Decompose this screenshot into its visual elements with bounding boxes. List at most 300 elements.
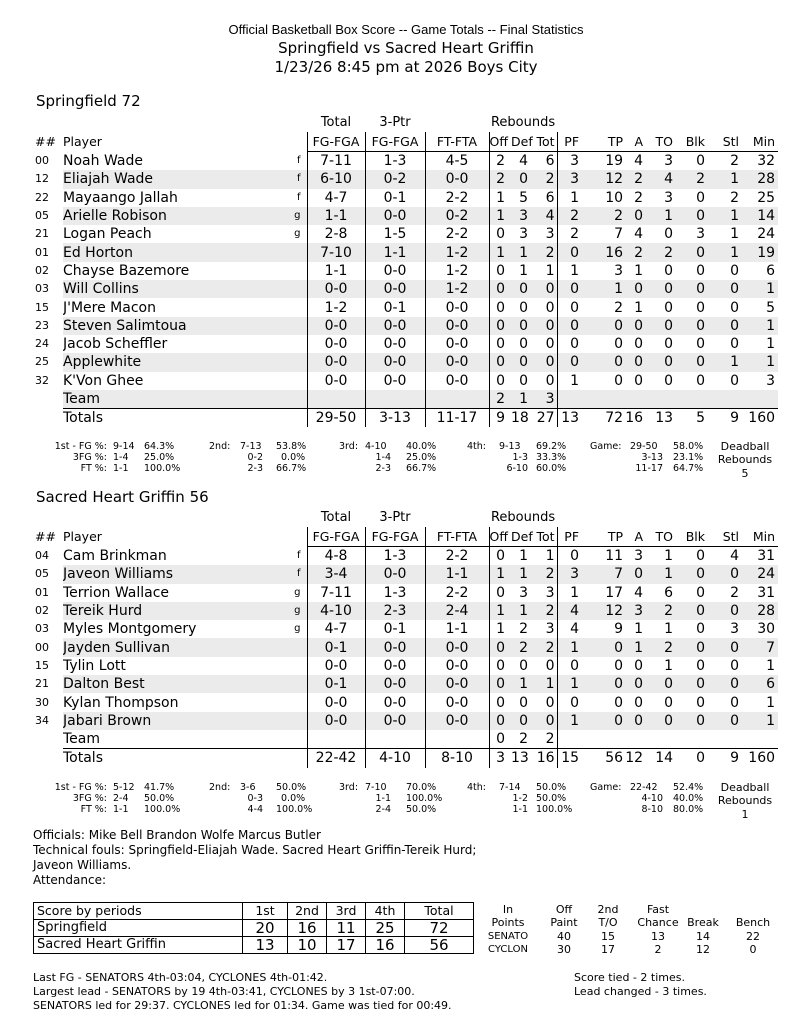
stat-to: 4: [651, 170, 681, 188]
col-num: ##: [35, 528, 56, 544]
stat-stl: 0: [711, 638, 741, 656]
stat-a: 0: [625, 565, 651, 583]
total-ft: 11-17: [425, 409, 489, 428]
stat-min: 28: [741, 170, 778, 188]
points-value: 17: [601, 943, 615, 956]
player-position: [255, 317, 307, 335]
stat-tp: 17: [605, 584, 624, 601]
player-number: 04: [35, 548, 49, 562]
periods-header-cell: Total: [405, 903, 474, 920]
deadball-db1: Deadball: [720, 781, 770, 794]
stat-def: 0: [511, 280, 535, 298]
total-tot: 16: [535, 749, 557, 768]
team-label: Team: [63, 731, 101, 748]
stat-a: 4: [634, 226, 644, 243]
stat-fg: 0-0: [307, 353, 365, 371]
stat-min: 25: [757, 189, 776, 206]
stat-off: 0: [489, 638, 511, 656]
team-rebounds-row: [33, 730, 778, 749]
stat-blk: 0: [696, 621, 706, 638]
periods-header-cell: 4th: [366, 903, 405, 920]
stat-def: 4: [519, 153, 528, 170]
points-header: Break: [687, 916, 719, 929]
player-position: [255, 693, 307, 711]
stat-stl: 2: [730, 584, 740, 601]
header-group-row: [33, 509, 778, 527]
box-score-home: [33, 114, 778, 427]
player-position: f: [255, 565, 307, 583]
stat-tot: 2: [535, 565, 557, 583]
stat-a: 0: [634, 657, 644, 674]
points-value: 22: [746, 930, 760, 943]
col-min: Min: [741, 527, 778, 547]
shooting-q4c: 1-2: [512, 793, 528, 804]
stat-min: 1: [741, 280, 778, 298]
stat-fg3: 0-0: [365, 712, 425, 730]
stat-stl: 1: [711, 207, 741, 225]
stat-to: 1: [651, 565, 681, 583]
stat-pf: 2: [557, 207, 587, 225]
stat-tot: 3: [545, 226, 555, 243]
points-header: Off: [555, 903, 573, 916]
player-number: 03: [35, 282, 49, 296]
stat-ft: 0-0: [425, 638, 489, 656]
score-by-periods: [33, 902, 474, 954]
shooting-g: Game:: [590, 441, 622, 452]
total-fg: 22-42: [307, 749, 365, 768]
total-stl: 9: [711, 749, 741, 768]
period-team: Sacred Heart Griffin: [34, 937, 243, 954]
stat-blk: 0: [696, 657, 706, 674]
stat-fg: 0-1: [307, 638, 365, 656]
periods-row: [34, 920, 474, 937]
shooting-q2c: 0-2: [247, 452, 263, 463]
stat-a: 4: [634, 153, 644, 170]
stat-def: 1: [519, 262, 528, 279]
player-number: 00: [35, 153, 49, 167]
shooting-q4e: 1-1: [512, 804, 528, 815]
stat-pf: 1: [557, 372, 587, 390]
stat-to: 2: [651, 602, 681, 620]
player-number: 22: [35, 190, 49, 204]
stat-tp: 2: [587, 207, 625, 225]
shooting-gb: 52.4%: [673, 782, 704, 793]
player-number: 02: [35, 604, 49, 618]
stat-min: 1: [741, 712, 778, 730]
points-header: Fast: [646, 903, 670, 916]
col-off: Off: [489, 527, 511, 547]
shooting-q4f: 60.0%: [536, 463, 567, 474]
stat-blk: 0: [696, 548, 706, 565]
stat-tot: 0: [535, 712, 557, 730]
total-to: 14: [651, 749, 681, 768]
stat-blk: 0: [696, 372, 706, 389]
points-header: In: [502, 903, 514, 916]
stat-tot: 2: [535, 170, 557, 188]
col-to: TO: [651, 527, 681, 547]
player-number: 03: [35, 622, 49, 636]
shooting-h1b: 41.7%: [144, 782, 175, 793]
stat-def: 3: [519, 226, 528, 243]
period-score: 72: [405, 920, 474, 937]
stat-fg: 1-1: [307, 207, 365, 225]
stat-tot: 2: [535, 602, 557, 620]
stat-stl: 0: [711, 317, 741, 335]
total-tp: 56: [587, 749, 625, 768]
stat-fg3: 0-1: [365, 189, 425, 207]
shooting-q2c: 0-3: [247, 793, 263, 804]
shooting-gf: 64.7%: [673, 463, 704, 474]
shooting-q3f: 50.0%: [406, 804, 437, 815]
shooting-q3: 3rd:: [339, 782, 359, 793]
player-number: 23: [35, 318, 49, 332]
stat-off: 0: [489, 693, 511, 711]
stat-stl: 0: [730, 372, 740, 389]
shooting-gd: 40.0%: [673, 793, 704, 804]
stat-ft: 1-1: [425, 565, 489, 583]
col-def: Def: [511, 132, 535, 152]
col-fg3: FG-FGA: [365, 132, 425, 152]
stat-to: 0: [651, 317, 681, 335]
stat-to: 0: [664, 226, 674, 243]
col-tp: TP: [587, 527, 625, 547]
stat-def: 5: [519, 189, 528, 206]
stat-min: 24: [741, 565, 778, 583]
stat-blk: 2: [681, 170, 711, 188]
player-number: 15: [35, 300, 49, 314]
shooting-q2f: 100.0%: [276, 804, 313, 815]
shooting-h2b: 25.0%: [144, 452, 175, 463]
stat-a: 0: [634, 336, 644, 353]
stat-blk: 0: [696, 299, 706, 316]
player-position: [255, 712, 307, 730]
stat-stl: 0: [711, 280, 741, 298]
stat-stl: 0: [711, 602, 741, 620]
stat-fg: 4-7: [307, 620, 365, 638]
stat-off: 1: [489, 243, 511, 261]
stat-off: 0: [489, 262, 511, 280]
points-value: 15: [601, 930, 615, 943]
period-score: 56: [405, 937, 474, 954]
stat-tot: 3: [545, 584, 555, 601]
stat-fg3: 0-2: [365, 170, 425, 188]
shooting-q2b: 53.8%: [276, 441, 307, 452]
stat-to: 3: [664, 189, 674, 206]
col-group-threeptr: 3-Ptr: [379, 510, 411, 525]
stat-to: 0: [664, 694, 674, 711]
stat-tot: 0: [545, 372, 555, 389]
stat-a: 0: [625, 712, 651, 730]
stat-fg3: 1-3: [365, 547, 425, 566]
totals-row: [33, 409, 778, 428]
player-number: 30: [35, 695, 49, 709]
stat-pf: 0: [557, 317, 587, 335]
stat-min: 1: [766, 336, 776, 353]
shooting-q3b: 40.0%: [406, 441, 437, 452]
col-pf: PF: [557, 132, 587, 152]
col-player: Player: [63, 528, 102, 544]
stat-tp: 3: [614, 262, 624, 279]
player-row: [33, 584, 778, 602]
points-header: 2nd: [597, 903, 619, 916]
period-score: 20: [243, 920, 288, 937]
player-name: Will Collins: [63, 280, 255, 298]
stat-fg3: 1-3: [365, 152, 425, 171]
stat-def: 2: [519, 621, 528, 638]
total-a: 16: [625, 409, 651, 428]
stat-pf: 1: [557, 262, 587, 280]
stat-fg: 6-10: [307, 170, 365, 188]
player-position: [255, 675, 307, 693]
period-team: Springfield: [34, 920, 243, 937]
stat-ft: 0-0: [425, 298, 489, 316]
col-player: Player: [63, 133, 102, 149]
time-led: SENATORS led for 29:37. CYCLONES led for 01:34. Game was tied for 00:49.: [33, 999, 452, 1012]
col-off: Off: [489, 132, 511, 152]
player-position: f: [296, 191, 301, 203]
stat-pf: 3: [557, 152, 587, 171]
player-name: J'Mere Macon: [63, 299, 156, 316]
shooting-ge: 8-10: [641, 804, 663, 815]
stat-off: 1: [489, 189, 511, 207]
stat-a: 0: [625, 280, 651, 298]
stat-fg3: 0-0: [365, 638, 425, 656]
shooting-q2d: 0.0%: [281, 452, 306, 463]
col-group-rebounds: Rebounds: [490, 115, 556, 130]
stat-min: 31: [757, 548, 776, 565]
col-fg: FG-FGA: [307, 132, 365, 152]
player-name: Jayden Sullivan: [63, 638, 255, 656]
player-row: [33, 189, 778, 207]
shooting-q4f: 100.0%: [536, 804, 573, 815]
player-number: 12: [35, 172, 49, 186]
periods-header-cell: 3rd: [327, 903, 366, 920]
shooting-gd: 23.1%: [673, 452, 704, 463]
player-name: Terrion Wallace: [63, 584, 170, 601]
player-name: Applewhite: [63, 353, 255, 371]
stat-tot: 1: [535, 675, 557, 693]
stat-blk: 0: [696, 153, 706, 170]
stat-off: 2: [489, 152, 511, 171]
stat-tp: 16: [587, 243, 625, 261]
player-name: Logan Peach: [63, 226, 152, 243]
stat-fg: 0-0: [307, 693, 365, 711]
stat-stl: 1: [711, 353, 741, 371]
stat-off: 0: [489, 298, 511, 316]
stat-stl: 0: [730, 262, 740, 279]
largest-lead: Largest lead - SENATORS by 19 4th-03:41, CYCLONES by 3 1st-07:00.: [33, 985, 415, 998]
stat-a: 2: [625, 170, 651, 188]
col-to: TO: [651, 132, 681, 152]
player-name: Jabari Brown: [63, 712, 255, 730]
stat-to: 0: [664, 262, 674, 279]
col-group-total: Total: [320, 510, 352, 525]
stat-tp: 2: [614, 299, 624, 316]
stat-fg: 4-7: [307, 189, 365, 207]
shooting-q2a: 7-13: [240, 441, 262, 452]
stat-fg: 7-11: [307, 152, 365, 171]
shooting-q3f: 66.7%: [406, 463, 437, 474]
period-score: 13: [243, 937, 288, 954]
period-score: 17: [327, 937, 366, 954]
stat-to: 6: [664, 584, 674, 601]
stat-a: 2: [625, 243, 651, 261]
col-ft: FT-FTA: [425, 132, 489, 152]
shooting-h3b: 100.0%: [144, 804, 181, 815]
stat-to: 1: [651, 207, 681, 225]
stat-min: 32: [757, 153, 776, 170]
player-number: 00: [35, 640, 49, 654]
stat-def: 0: [519, 336, 528, 353]
shooting-gc: 3-13: [641, 452, 663, 463]
stat-stl: 0: [730, 299, 740, 316]
column-header-row: [33, 527, 778, 547]
stat-stl: 0: [730, 657, 740, 674]
player-row: [33, 317, 778, 335]
shooting-q3: 3rd:: [339, 441, 359, 452]
stat-ft: 2-4: [425, 602, 489, 620]
team-off: 2: [489, 390, 511, 409]
stat-tot: 0: [545, 336, 555, 353]
stat-stl: 0: [730, 694, 740, 711]
deadball-db2: Rebounds: [717, 794, 773, 807]
player-row: [33, 170, 778, 188]
stat-tp: 19: [605, 153, 624, 170]
stat-fg3: 0-0: [365, 353, 425, 371]
player-name: Javeon Williams: [63, 565, 255, 583]
stat-fg: 4-10: [307, 602, 365, 620]
shooting-q3a: 7-10: [365, 782, 387, 793]
player-row: [33, 207, 778, 225]
stat-fg3: 0-0: [365, 693, 425, 711]
stat-ft: 1-2: [425, 262, 489, 280]
shooting-q4b: 69.2%: [536, 441, 567, 452]
total-pf: 15: [557, 749, 587, 768]
stat-min: 1: [766, 694, 776, 711]
player-number: 01: [35, 585, 49, 599]
stat-tp: 11: [605, 548, 624, 565]
stat-blk: 0: [681, 675, 711, 693]
stat-pf: 0: [557, 353, 587, 371]
stat-fg3: 0-0: [365, 317, 425, 335]
stat-a: 0: [625, 317, 651, 335]
player-number: 24: [35, 337, 49, 351]
stat-stl: 0: [711, 712, 741, 730]
player-position: [255, 353, 307, 371]
stat-fg: 0-1: [307, 675, 365, 693]
shooting-gb: 58.0%: [673, 441, 704, 452]
stat-min: 24: [757, 226, 776, 243]
total-off: 3: [489, 749, 511, 768]
stat-fg: 0-0: [307, 317, 365, 335]
stat-stl: 2: [730, 189, 740, 206]
shooting-q4a: 7-14: [499, 782, 521, 793]
player-name: Myles Montgomery: [63, 621, 197, 638]
player-name: Eliajah Wade: [63, 170, 255, 188]
stat-off: 0: [489, 584, 511, 602]
player-number: 05: [35, 209, 49, 223]
stat-blk: 0: [696, 189, 706, 206]
periods-header-row: [34, 903, 474, 920]
shooting-q2d: 0.0%: [281, 793, 306, 804]
player-row: [33, 152, 778, 171]
stat-blk: 0: [681, 565, 711, 583]
stat-stl: 0: [730, 336, 740, 353]
stat-stl: 4: [730, 548, 740, 565]
stat-pf: 0: [557, 547, 587, 566]
stat-tp: 0: [614, 657, 624, 674]
shooting-h1a: 5-12: [113, 782, 135, 793]
shooting-h2b: 50.0%: [144, 793, 175, 804]
stat-fg: 7-10: [307, 243, 365, 261]
stat-blk: 3: [696, 226, 706, 243]
stat-tp: 0: [587, 317, 625, 335]
stat-def: 1: [511, 243, 535, 261]
col-a: A: [625, 132, 651, 152]
team-def: 2: [519, 731, 528, 748]
stat-off: 0: [489, 657, 511, 675]
stat-min: 5: [766, 299, 776, 316]
stat-blk: 0: [681, 353, 711, 371]
stat-min: 14: [741, 207, 778, 225]
stat-ft: 0-2: [425, 207, 489, 225]
points-value: 2: [654, 943, 662, 956]
player-position: f: [296, 154, 301, 166]
shooting-h3: FT %:: [80, 463, 107, 474]
col-tot: Tot: [535, 132, 557, 152]
points-value: 14: [696, 930, 710, 943]
stat-fg3: 1-1: [365, 243, 425, 261]
attendance: Attendance:: [33, 873, 106, 887]
total-min: 160: [741, 749, 778, 768]
stat-tot: 1: [545, 548, 555, 565]
points-header: T/O: [598, 916, 618, 929]
stat-stl: 2: [730, 153, 740, 170]
stat-tot: 0: [535, 280, 557, 298]
stat-fg: 7-11: [307, 584, 365, 602]
shooting-ga: 29-50: [630, 441, 658, 452]
player-position: g: [294, 586, 301, 598]
stat-def: 0: [511, 712, 535, 730]
shooting-q3d: 25.0%: [406, 452, 437, 463]
shooting-h1b: 64.3%: [144, 441, 175, 452]
stat-tp: 9: [614, 621, 624, 638]
stat-ft: 2-2: [425, 584, 489, 602]
stat-fg3: 0-0: [365, 335, 425, 353]
stat-tot: 4: [535, 207, 557, 225]
player-number: 15: [35, 658, 49, 672]
stat-off: 0: [489, 280, 511, 298]
stat-ft: 0-0: [425, 170, 489, 188]
deadball-db2: Rebounds: [717, 453, 773, 466]
stat-a: 0: [625, 353, 651, 371]
player-name: Mayaango Jallah: [63, 189, 178, 206]
stat-fg3: 0-0: [365, 280, 425, 298]
stat-blk: 0: [696, 694, 706, 711]
stat-tot: 0: [545, 299, 555, 316]
stat-ft: 0-0: [425, 353, 489, 371]
points-value: 13: [651, 930, 665, 943]
stat-tp: 12: [587, 602, 625, 620]
stat-def: 0: [511, 170, 535, 188]
stat-def: 0: [511, 353, 535, 371]
stat-blk: 0: [681, 280, 711, 298]
shooting-q2b: 50.0%: [276, 782, 307, 793]
deadball-db3: 5: [741, 467, 749, 480]
stat-pf: 3: [557, 170, 587, 188]
stat-stl: 1: [711, 243, 741, 261]
stat-fg: 1-2: [307, 298, 365, 316]
